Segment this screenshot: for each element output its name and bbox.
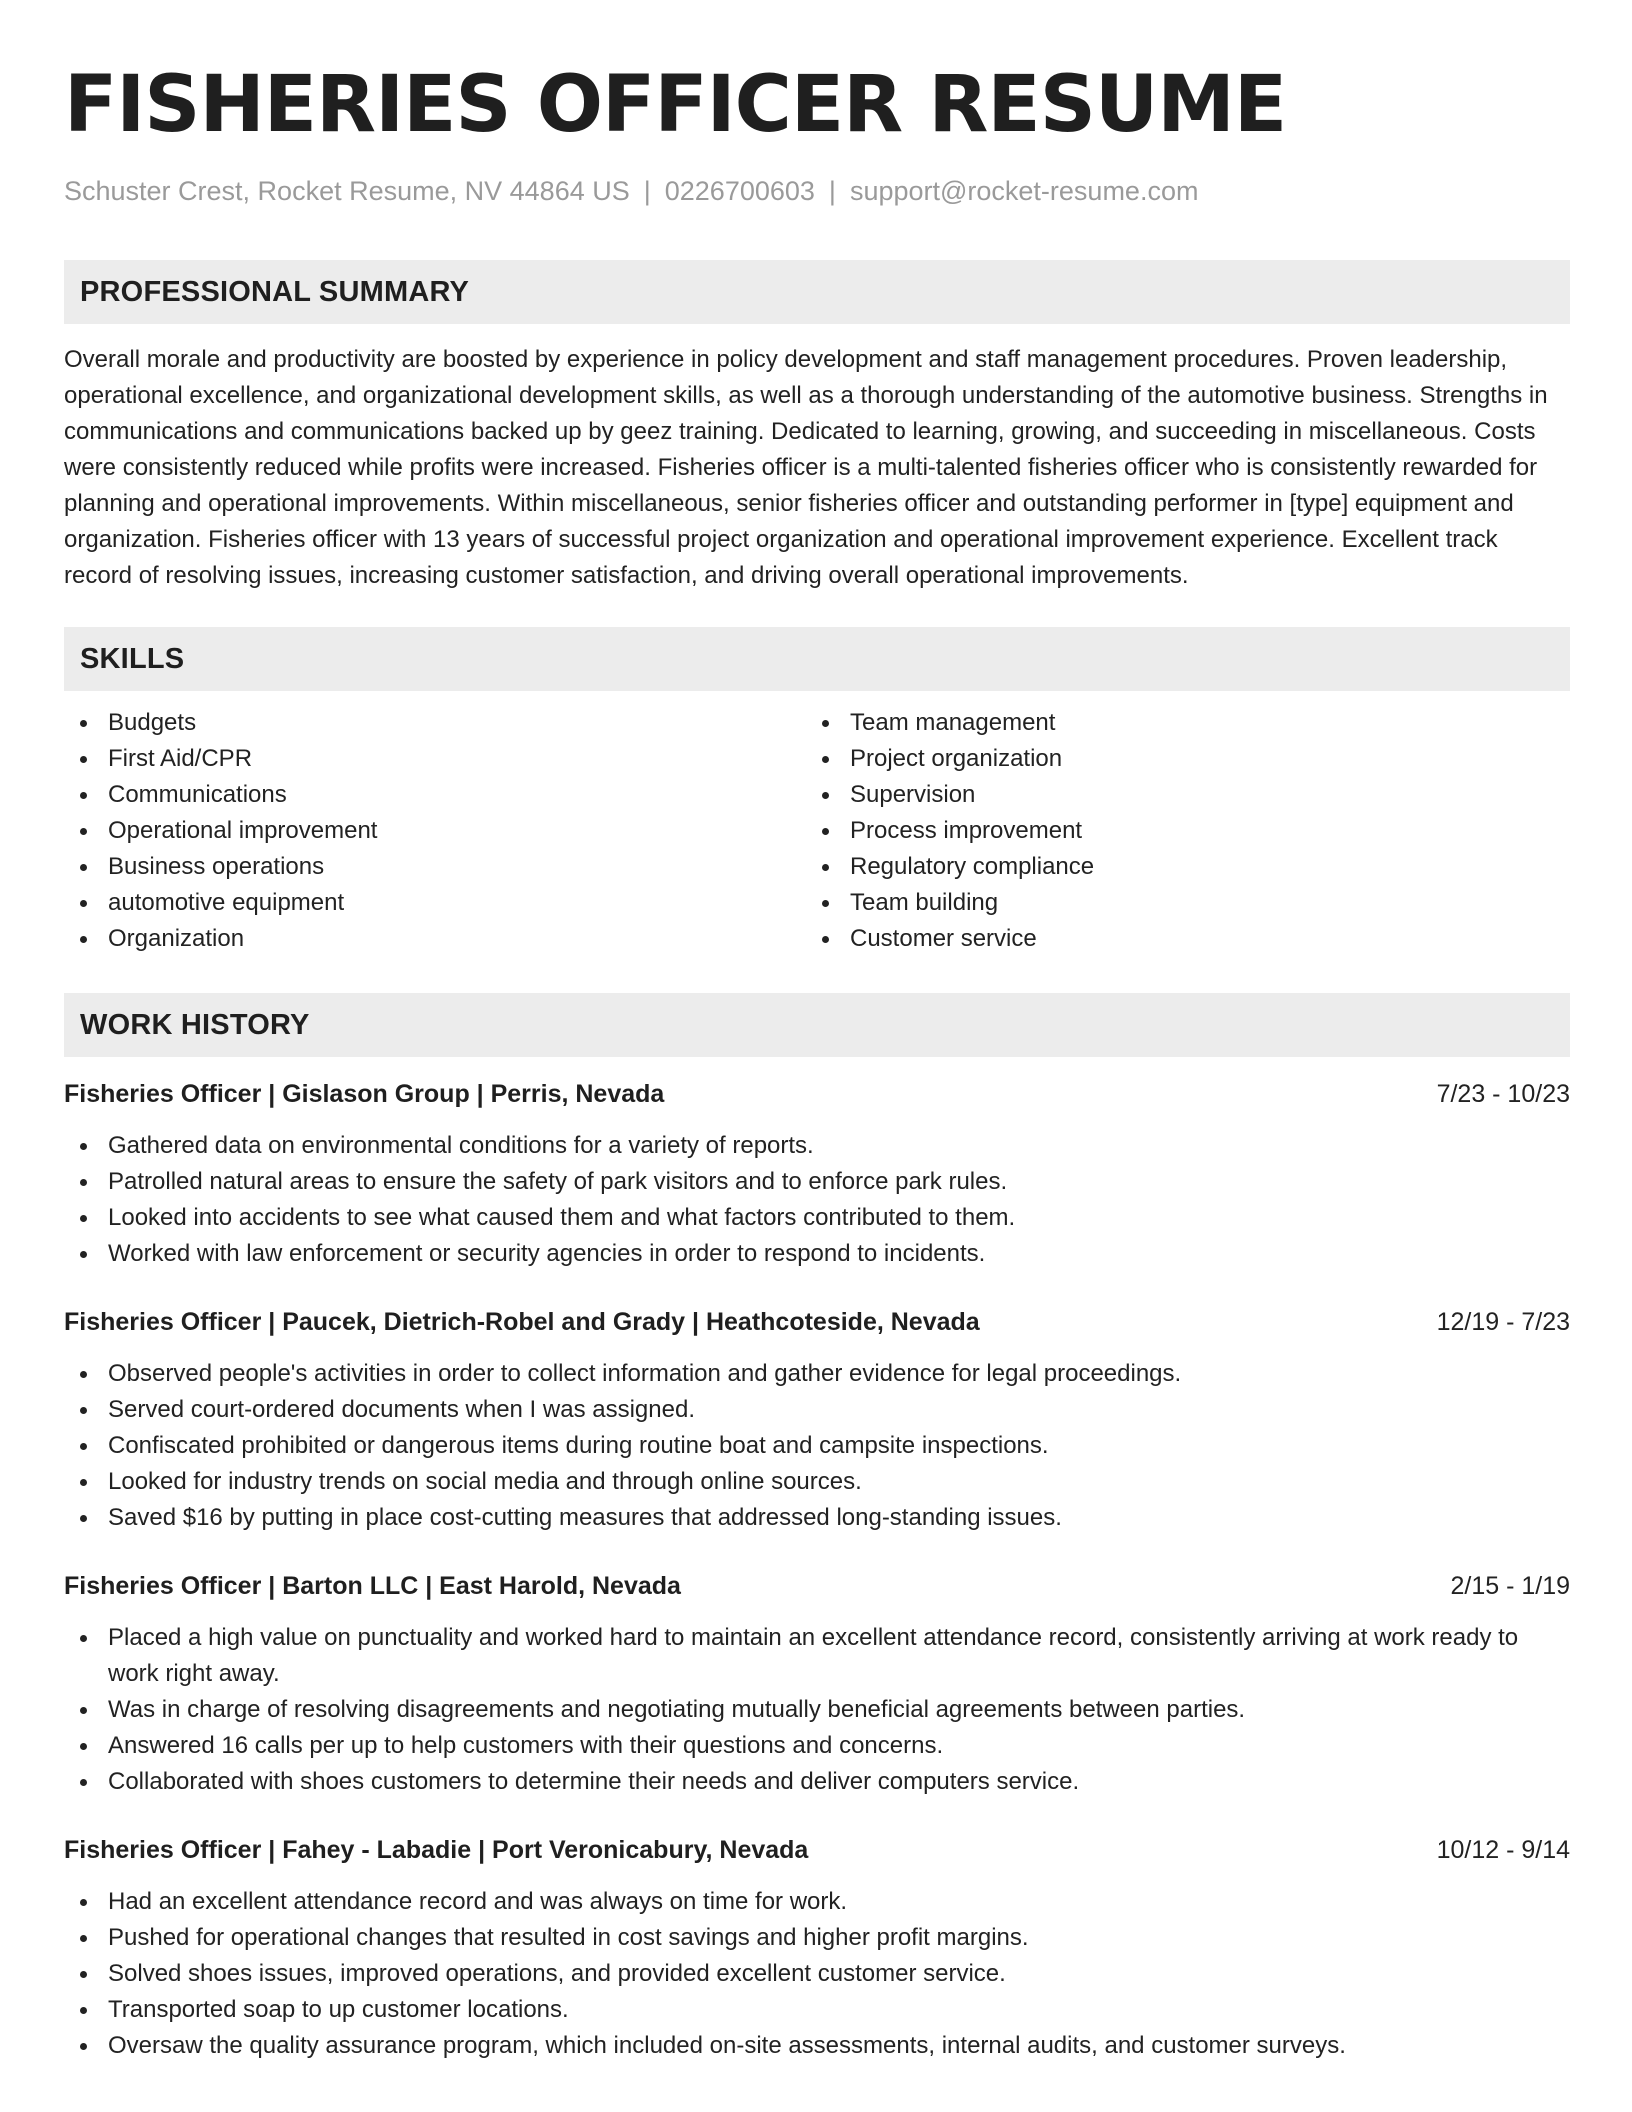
job-bullets bbox=[64, 1620, 1570, 1800]
contact-separator: | bbox=[828, 176, 836, 206]
skills-heading: SKILLS bbox=[64, 627, 1570, 691]
job-dates: 7/23 - 10/23 bbox=[1436, 1080, 1570, 1108]
job-bullet: Had an excellent attendance record and was always on time for work. bbox=[64, 1884, 1570, 1920]
job-title: Fisheries Officer | Paucek, Dietrich-Robel and Grady | Heathcoteside, Nevada bbox=[64, 1308, 980, 1336]
job-bullet: Was in charge of resolving disagreements and negotiating mutually beneficial agreements between parties. bbox=[64, 1692, 1570, 1728]
skill-item: Team building bbox=[806, 885, 1548, 921]
job-bullets bbox=[64, 1884, 1570, 2064]
skill-item: Organization bbox=[64, 921, 806, 957]
skill-item: Supervision bbox=[806, 777, 1548, 813]
skill-item: First Aid/CPR bbox=[64, 741, 806, 777]
skills-list-right bbox=[806, 705, 1548, 957]
skills-columns bbox=[64, 705, 1570, 957]
job-bullets bbox=[64, 1356, 1570, 1536]
contact-separator: | bbox=[643, 176, 651, 206]
job-bullet: Looked into accidents to see what caused them and what factors contributed to them. bbox=[64, 1200, 1570, 1236]
job-header bbox=[64, 1833, 1570, 1867]
contact-address: Schuster Crest, Rocket Resume, NV 44864 US bbox=[64, 176, 630, 206]
skill-item: Project organization bbox=[806, 741, 1548, 777]
skill-item: Team management bbox=[806, 705, 1548, 741]
skill-item: Regulatory compliance bbox=[806, 849, 1548, 885]
job-bullet: Served court-ordered documents when I was assigned. bbox=[64, 1392, 1570, 1428]
job-bullet: Observed people's activities in order to collect information and gather evidence for legal proceedings. bbox=[64, 1356, 1570, 1392]
job-title: Fisheries Officer | Barton LLC | East Harold, Nevada bbox=[64, 1572, 681, 1600]
skill-item: Process improvement bbox=[806, 813, 1548, 849]
job-entry bbox=[64, 1077, 1570, 1272]
job-bullet: Solved shoes issues, improved operations, and provided excellent customer service. bbox=[64, 1956, 1570, 1992]
contact-line bbox=[64, 174, 1570, 208]
job-bullet: Worked with law enforcement or security agencies in order to respond to incidents. bbox=[64, 1236, 1570, 1272]
job-entry bbox=[64, 1305, 1570, 1536]
summary-text: Overall morale and productivity are boosted by experience in policy development and staff management procedures. Proven leadership, operational excellence, and organizational development skills, as well as a thorough understanding of the automotive business. Strengths in communications and communications backed up by geez training. Dedicated to learning, growing, and succeeding in miscellaneous. Costs were consistently reduced while profits were increased. Fisheries officer is a multi-talented fisheries officer who is consistently rewarded for planning and operational improvements. Within miscellaneous, senior fisheries officer and outstanding performer in [type] equipment and organization. Fisheries officer with 13 years of successful project organization and operational improvement experience. Excellent track record of resolving issues, increasing customer satisfaction, and driving overall operational improvements. bbox=[64, 346, 1548, 589]
job-bullet: Oversaw the quality assurance program, which included on-site assessments, internal audits, and customer surveys. bbox=[64, 2028, 1570, 2064]
job-bullet: Collaborated with shoes customers to determine their needs and deliver computers service. bbox=[64, 1764, 1570, 1800]
job-bullet: Answered 16 calls per up to help customers with their questions and concerns. bbox=[64, 1728, 1570, 1764]
work-history-heading: WORK HISTORY bbox=[64, 993, 1570, 1057]
job-entry bbox=[64, 1569, 1570, 1800]
job-title: Fisheries Officer | Fahey - Labadie | Port Veronicabury, Nevada bbox=[64, 1836, 809, 1864]
skills-list-left bbox=[64, 705, 806, 957]
job-bullet: Saved $16 by putting in place cost-cutting measures that addressed long-standing issues. bbox=[64, 1500, 1570, 1536]
skill-item: Operational improvement bbox=[64, 813, 806, 849]
job-dates: 12/19 - 7/23 bbox=[1436, 1308, 1570, 1336]
skill-item: Customer service bbox=[806, 921, 1548, 957]
job-entry bbox=[64, 1833, 1570, 2064]
job-header bbox=[64, 1077, 1570, 1111]
work-history-list bbox=[64, 1077, 1570, 2064]
job-dates: 2/15 - 1/19 bbox=[1450, 1572, 1570, 1600]
job-header bbox=[64, 1305, 1570, 1339]
skill-item: Budgets bbox=[64, 705, 806, 741]
job-bullet: Confiscated prohibited or dangerous items during routine boat and campsite inspections. bbox=[64, 1428, 1570, 1464]
job-bullet: Placed a high value on punctuality and worked hard to maintain an excellent attendance record, consistently arriving at work ready to work right away. bbox=[64, 1620, 1570, 1692]
job-bullet: Patrolled natural areas to ensure the safety of park visitors and to enforce park rules. bbox=[64, 1164, 1570, 1200]
job-header bbox=[64, 1569, 1570, 1603]
job-bullets bbox=[64, 1128, 1570, 1272]
job-bullet: Transported soap to up customer locations. bbox=[64, 1992, 1570, 2028]
resume-page bbox=[64, 58, 1570, 2064]
skill-item: automotive equipment bbox=[64, 885, 806, 921]
skill-item: Communications bbox=[64, 777, 806, 813]
resume-title: FISHERIES OFFICER RESUME bbox=[64, 60, 1287, 150]
job-bullet: Pushed for operational changes that resulted in cost savings and higher profit margins. bbox=[64, 1920, 1570, 1956]
skill-item: Business operations bbox=[64, 849, 806, 885]
job-bullet: Gathered data on environmental conditions for a variety of reports. bbox=[64, 1128, 1570, 1164]
job-title: Fisheries Officer | Gislason Group | Perris, Nevada bbox=[64, 1080, 665, 1108]
job-bullet: Looked for industry trends on social media and through online sources. bbox=[64, 1464, 1570, 1500]
contact-phone: 0226700603 bbox=[664, 176, 815, 206]
summary-heading: PROFESSIONAL SUMMARY bbox=[64, 260, 1570, 324]
job-dates: 10/12 - 9/14 bbox=[1436, 1836, 1570, 1864]
contact-email: support@rocket-resume.com bbox=[849, 176, 1199, 206]
